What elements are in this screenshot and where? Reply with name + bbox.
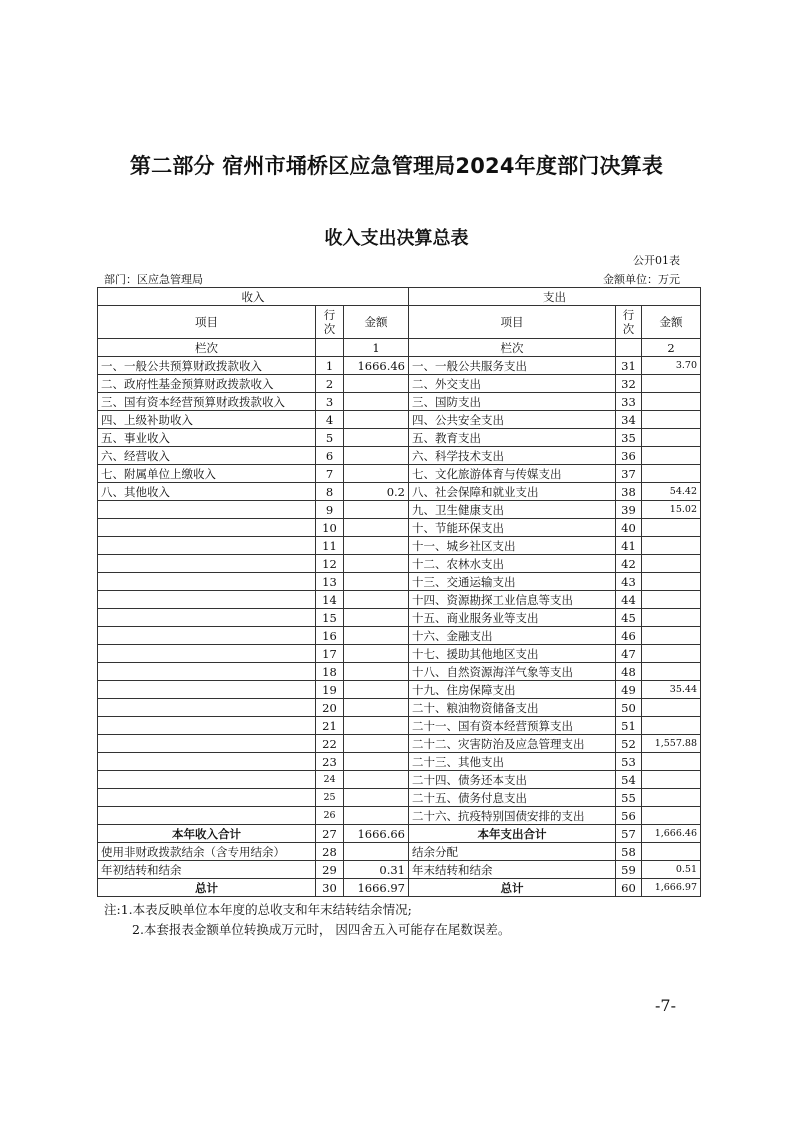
income-row-no: 3 — [316, 393, 344, 411]
table-row — [98, 483, 701, 501]
expense-row-no: 54 — [616, 771, 642, 789]
table-row — [98, 537, 701, 555]
income-amount — [344, 753, 409, 771]
expense-item: 二十六、抗疫特别国债安排的支出 — [409, 807, 616, 825]
expense-row-no: 46 — [616, 627, 642, 645]
expense-total-amount: 0.51 — [642, 861, 701, 879]
income-amount — [344, 555, 409, 573]
expense-total-amount — [642, 843, 701, 861]
income-amount: 0.2 — [344, 483, 409, 501]
income-item — [98, 609, 316, 627]
expense-amount — [642, 789, 701, 807]
income-row-no: 24 — [316, 771, 344, 789]
expense-amount: 54.42 — [642, 483, 701, 501]
income-item — [98, 663, 316, 681]
expense-item: 二十五、债务付息支出 — [409, 789, 616, 807]
income-amount — [344, 519, 409, 537]
income-amount — [344, 393, 409, 411]
income-amount — [344, 807, 409, 825]
expense-total-item: 结余分配 — [409, 843, 616, 861]
table-row — [98, 717, 701, 735]
income-amount — [344, 447, 409, 465]
document-title: 第二部分 宿州市埇桥区应急管理局2024年度部门决算表 — [129, 154, 664, 178]
income-item — [98, 555, 316, 573]
income-amount — [344, 627, 409, 645]
total-row — [98, 825, 701, 843]
income-item: 八、其他收入 — [98, 483, 316, 501]
income-total-row-no: 30 — [316, 879, 344, 897]
table-row — [98, 519, 701, 537]
income-amount — [344, 465, 409, 483]
income-item: 五、事业收入 — [98, 429, 316, 447]
expense-item: 二十四、债务还本支出 — [409, 771, 616, 789]
expense-rowno-header: 行次 — [616, 306, 642, 339]
expense-total-amount: 1,666.46 — [642, 825, 701, 843]
income-item — [98, 591, 316, 609]
expense-row-no: 42 — [616, 555, 642, 573]
income-amount — [344, 789, 409, 807]
expense-item: 二十一、国有资本经营预算支出 — [409, 717, 616, 735]
table-row — [98, 645, 701, 663]
expense-amount — [642, 447, 701, 465]
expense-total-item: 年末结转和结余 — [409, 861, 616, 879]
income-total-row-no: 28 — [316, 843, 344, 861]
note-1: 注:1.本表反映单位本年度的总收支和年末结转结余情况; — [104, 902, 412, 917]
expense-row-no: 34 — [616, 411, 642, 429]
income-total-item: 总计 — [98, 879, 316, 897]
expense-item: 十八、自然资源海洋气象等支出 — [409, 663, 616, 681]
table-row — [98, 375, 701, 393]
table-row — [98, 753, 701, 771]
income-row-no: 6 — [316, 447, 344, 465]
income-amount — [344, 429, 409, 447]
expense-item: 十、节能环保支出 — [409, 519, 616, 537]
expense-row-no: 43 — [616, 573, 642, 591]
income-item — [98, 681, 316, 699]
expense-amount — [642, 753, 701, 771]
expense-amount — [642, 465, 701, 483]
income-row-no: 19 — [316, 681, 344, 699]
income-row-no: 9 — [316, 501, 344, 519]
expense-item: 十九、住房保障支出 — [409, 681, 616, 699]
table-row — [98, 735, 701, 753]
expense-row-no: 49 — [616, 681, 642, 699]
income-item — [98, 537, 316, 555]
expense-amount — [642, 663, 701, 681]
expense-amount-header: 金额 — [642, 306, 701, 339]
table-row — [98, 591, 701, 609]
notes — [104, 900, 510, 940]
expense-row-no: 47 — [616, 645, 642, 663]
income-item — [98, 627, 316, 645]
header-row-columns — [98, 306, 701, 339]
expense-item: 十六、金融支出 — [409, 627, 616, 645]
expense-item: 十七、援助其他地区支出 — [409, 645, 616, 663]
expense-row-no: 41 — [616, 537, 642, 555]
income-item — [98, 753, 316, 771]
expense-amount — [642, 771, 701, 789]
table-row — [98, 357, 701, 375]
income-amount-header: 金额 — [344, 306, 409, 339]
table-row — [98, 663, 701, 681]
income-total-amount: 1666.97 — [344, 879, 409, 897]
income-amount — [344, 663, 409, 681]
expense-amount — [642, 699, 701, 717]
income-row-no: 16 — [316, 627, 344, 645]
income-section-header: 收入 — [98, 288, 409, 306]
income-row-no: 8 — [316, 483, 344, 501]
total-row — [98, 879, 701, 897]
expense-amount: 1,557.88 — [642, 735, 701, 753]
expense-amount — [642, 519, 701, 537]
total-row — [98, 843, 701, 861]
income-amount — [344, 411, 409, 429]
table-row — [98, 627, 701, 645]
income-item — [98, 645, 316, 663]
income-row-no: 25 — [316, 789, 344, 807]
table-title: 收入支出决算总表 — [324, 228, 469, 249]
income-item: 四、上级补助收入 — [98, 411, 316, 429]
expense-total-row-no: 60 — [616, 879, 642, 897]
income-item: 三、国有资本经营预算财政拨款收入 — [98, 393, 316, 411]
expense-section-header: 支出 — [409, 288, 701, 306]
income-total-row-no: 27 — [316, 825, 344, 843]
expense-amount — [642, 375, 701, 393]
income-amount — [344, 699, 409, 717]
income-item: 二、政府性基金预算财政拨款收入 — [98, 375, 316, 393]
income-row-no: 10 — [316, 519, 344, 537]
table-row — [98, 393, 701, 411]
table-row — [98, 699, 701, 717]
expense-amount — [642, 411, 701, 429]
income-row-no: 2 — [316, 375, 344, 393]
income-amount — [344, 717, 409, 735]
income-item — [98, 807, 316, 825]
expense-total-amount: 1,666.97 — [642, 879, 701, 897]
table-row — [98, 501, 701, 519]
income-total-amount: 1666.66 — [344, 825, 409, 843]
income-total-amount — [344, 843, 409, 861]
income-item — [98, 771, 316, 789]
expense-amount — [642, 645, 701, 663]
expense-amount — [642, 573, 701, 591]
expense-row-no: 50 — [616, 699, 642, 717]
income-item-header: 项目 — [98, 306, 316, 339]
income-row-no: 26 — [316, 807, 344, 825]
table-row — [98, 681, 701, 699]
expense-amount — [642, 627, 701, 645]
income-row-no: 18 — [316, 663, 344, 681]
expense-item: 二十、粮油物资储备支出 — [409, 699, 616, 717]
expense-row-no: 48 — [616, 663, 642, 681]
income-row-no: 11 — [316, 537, 344, 555]
income-item — [98, 501, 316, 519]
expense-row-no: 44 — [616, 591, 642, 609]
table-row — [98, 555, 701, 573]
income-item — [98, 735, 316, 753]
expense-amount — [642, 537, 701, 555]
income-total-row-no: 29 — [316, 861, 344, 879]
income-row-no: 1 — [316, 357, 344, 375]
table-code: 公开01表 — [633, 254, 680, 267]
expense-item: 七、文化旅游体育与传媒支出 — [409, 465, 616, 483]
department-label: 部门：区应急管理局 — [104, 273, 203, 286]
income-row-no: 23 — [316, 753, 344, 771]
income-total-item: 年初结转和结余 — [98, 861, 316, 879]
expense-item: 五、教育支出 — [409, 429, 616, 447]
income-amount — [344, 375, 409, 393]
expense-row-no: 31 — [616, 357, 642, 375]
column-index-row — [98, 339, 701, 357]
income-item: 六、经营收入 — [98, 447, 316, 465]
expense-amount — [642, 717, 701, 735]
expense-amount — [642, 429, 701, 447]
income-total-item: 本年收入合计 — [98, 825, 316, 843]
income-row-no: 20 — [316, 699, 344, 717]
expense-row-no: 53 — [616, 753, 642, 771]
table-row — [98, 789, 701, 807]
income-col-label: 栏次 — [98, 339, 316, 357]
income-amount — [344, 501, 409, 519]
expense-row-no: 33 — [616, 393, 642, 411]
income-amount — [344, 681, 409, 699]
income-amount — [344, 645, 409, 663]
table-row — [98, 429, 701, 447]
income-col-index: 1 — [344, 339, 409, 357]
expense-item-header: 项目 — [409, 306, 616, 339]
expense-amount: 3.70 — [642, 357, 701, 375]
empty-cell — [616, 339, 642, 357]
income-amount: 1666.46 — [344, 357, 409, 375]
income-item — [98, 573, 316, 591]
expense-amount: 35.44 — [642, 681, 701, 699]
expense-item: 四、公共安全支出 — [409, 411, 616, 429]
income-row-no: 17 — [316, 645, 344, 663]
expense-row-no: 51 — [616, 717, 642, 735]
expense-row-no: 35 — [616, 429, 642, 447]
expense-item: 一、一般公共服务支出 — [409, 357, 616, 375]
note-2: 2.本套报表金额单位转换成万元时， 因四舍五入可能存在尾数误差。 — [132, 922, 511, 937]
expense-amount: 15.02 — [642, 501, 701, 519]
table-row — [98, 447, 701, 465]
total-row — [98, 861, 701, 879]
expense-row-no: 55 — [616, 789, 642, 807]
expense-item: 十二、农林水支出 — [409, 555, 616, 573]
income-amount — [344, 573, 409, 591]
expense-total-row-no: 57 — [616, 825, 642, 843]
expense-row-no: 37 — [616, 465, 642, 483]
income-total-item: 使用非财政拨款结余（含专用结余） — [98, 843, 316, 861]
income-item — [98, 789, 316, 807]
income-row-no: 12 — [316, 555, 344, 573]
table-row — [98, 609, 701, 627]
expense-amount — [642, 807, 701, 825]
income-row-no: 14 — [316, 591, 344, 609]
income-item — [98, 519, 316, 537]
income-item — [98, 717, 316, 735]
income-row-no: 15 — [316, 609, 344, 627]
amount-unit-label: 金额单位：万元 — [603, 273, 680, 286]
income-row-no: 7 — [316, 465, 344, 483]
income-item: 一、一般公共预算财政拨款收入 — [98, 357, 316, 375]
expense-row-no: 36 — [616, 447, 642, 465]
expense-item: 二十二、灾害防治及应急管理支出 — [409, 735, 616, 753]
expense-row-no: 40 — [616, 519, 642, 537]
expense-item: 二十三、其他支出 — [409, 753, 616, 771]
expense-total-row-no: 58 — [616, 843, 642, 861]
header-row-sections — [98, 288, 701, 306]
income-amount — [344, 537, 409, 555]
table-row — [98, 807, 701, 825]
expense-item: 八、社会保障和就业支出 — [409, 483, 616, 501]
income-amount — [344, 735, 409, 753]
expense-row-no: 38 — [616, 483, 642, 501]
income-row-no: 21 — [316, 717, 344, 735]
table-row — [98, 411, 701, 429]
expense-item: 三、国防支出 — [409, 393, 616, 411]
expense-amount — [642, 393, 701, 411]
expense-row-no: 52 — [616, 735, 642, 753]
table-row — [98, 465, 701, 483]
expense-amount — [642, 609, 701, 627]
expense-total-item: 总计 — [409, 879, 616, 897]
expense-item: 六、科学技术支出 — [409, 447, 616, 465]
income-row-no: 13 — [316, 573, 344, 591]
expense-total-item: 本年支出合计 — [409, 825, 616, 843]
expense-row-no: 56 — [616, 807, 642, 825]
page-number: -7- — [655, 996, 676, 1015]
expense-item: 十四、资源勘探工业信息等支出 — [409, 591, 616, 609]
expense-item: 十五、商业服务业等支出 — [409, 609, 616, 627]
expense-row-no: 45 — [616, 609, 642, 627]
income-amount — [344, 771, 409, 789]
income-amount — [344, 591, 409, 609]
table-row — [98, 771, 701, 789]
income-total-amount: 0.31 — [344, 861, 409, 879]
expense-item: 十一、城乡社区支出 — [409, 537, 616, 555]
expense-amount — [642, 555, 701, 573]
expense-col-label: 栏次 — [409, 339, 616, 357]
expense-item: 十三、交通运输支出 — [409, 573, 616, 591]
expense-item: 九、卫生健康支出 — [409, 501, 616, 519]
empty-cell — [316, 339, 344, 357]
income-row-no: 22 — [316, 735, 344, 753]
income-row-no: 4 — [316, 411, 344, 429]
income-amount — [344, 609, 409, 627]
table-row — [98, 573, 701, 591]
expense-total-row-no: 59 — [616, 861, 642, 879]
expense-amount — [642, 591, 701, 609]
income-item — [98, 699, 316, 717]
income-rowno-header: 行次 — [316, 306, 344, 339]
income-item: 七、附属单位上缴收入 — [98, 465, 316, 483]
expense-row-no: 32 — [616, 375, 642, 393]
income-expense-table — [97, 287, 701, 897]
expense-item: 二、外交支出 — [409, 375, 616, 393]
expense-row-no: 39 — [616, 501, 642, 519]
income-row-no: 5 — [316, 429, 344, 447]
expense-col-index: 2 — [642, 339, 701, 357]
